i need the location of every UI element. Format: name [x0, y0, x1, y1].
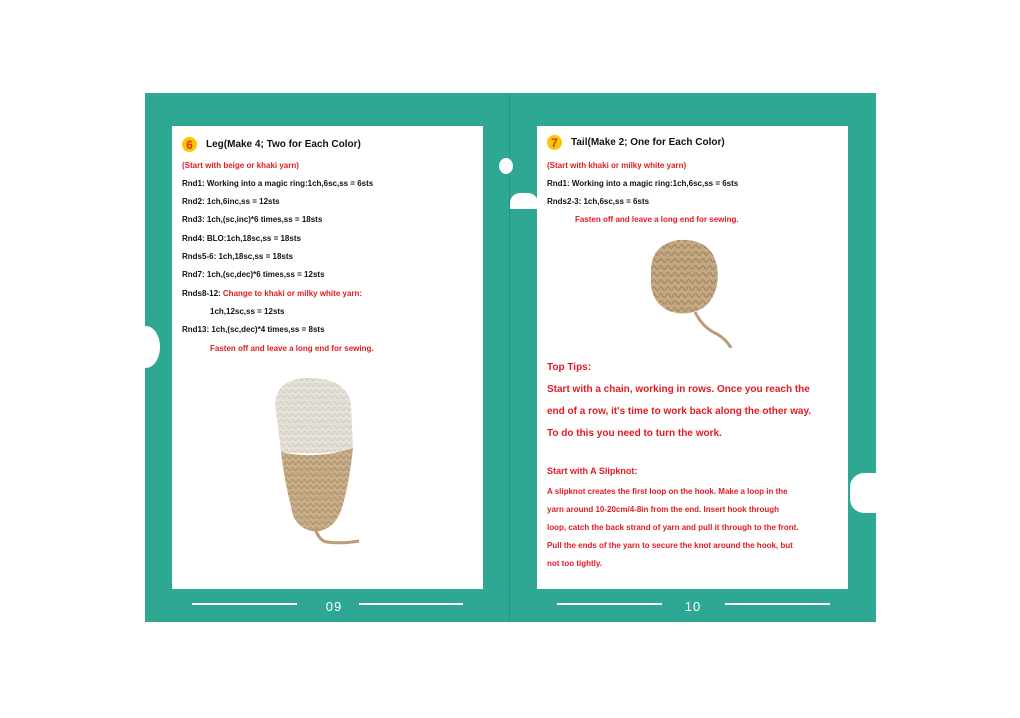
top-tips-line-3: To do this you need to turn the work.	[547, 428, 722, 439]
leg-round-2: Rnd2: 1ch,6inc,ss = 12sts	[182, 197, 280, 206]
slipknot-line-5: not too tightly.	[547, 559, 602, 568]
tail-finish-note: Fasten off and leave a long end for sewing.	[575, 215, 739, 224]
tail-section-header	[547, 135, 725, 150]
slipknot-line-1: A slipknot creates the first loop on the hook. Make a loop in the	[547, 487, 788, 496]
right-footer-rule-a	[557, 603, 662, 605]
tail-section-title: Tail(Make 2; One for Each Color)	[571, 137, 725, 148]
top-tips-title: Top Tips:	[547, 362, 592, 373]
crochet-tail-image	[645, 236, 740, 348]
slipknot-title: Start with A Slipknot:	[547, 466, 638, 476]
left-page-panel	[172, 126, 483, 589]
right-page-number: 10	[684, 599, 702, 614]
center-cloud	[510, 193, 538, 209]
slipknot-line-3: loop, catch the back strand of yarn and pull it through to the front.	[547, 523, 799, 532]
leg-section-header	[182, 137, 361, 152]
left-edge-notch	[132, 326, 160, 368]
tail-round-1: Rnd1: Working into a magic ring:1ch,6sc,ss = 6sts	[547, 179, 739, 188]
leg-round-1: Rnd1: Working into a magic ring:1ch,6sc,ss = 6sts	[182, 179, 374, 188]
leg-start-note: (Start with beige or khaki yarn)	[182, 161, 299, 170]
slipknot-line-4: Pull the ends of the yarn to secure the knot around the hook, but	[547, 541, 793, 550]
right-footer-rule-b	[725, 603, 830, 605]
leg-finish-note: Fasten off and leave a long end for sewing.	[210, 344, 374, 353]
leg-round-4: Rnd4: BLO:1ch,18sc,ss = 18sts	[182, 234, 301, 243]
center-notch	[499, 158, 513, 174]
section-number-badge: 7	[547, 135, 562, 150]
top-tips-line-1: Start with a chain, working in rows. Once you reach the	[547, 384, 810, 395]
crochet-leg-image	[267, 376, 367, 551]
tail-round-2-3: Rnds2-3: 1ch,6sc,ss = 6sts	[547, 197, 650, 206]
color-change-note: Change to khaki or milky white yarn:	[222, 289, 363, 298]
leg-round-8-12	[182, 289, 362, 298]
slipknot-line-2: yarn around 10-20cm/4-8in from the end. Insert hook through	[547, 505, 780, 514]
leg-round-3: Rnd3: 1ch,(sc,inc)*6 times,ss = 18sts	[182, 215, 323, 224]
right-page-panel	[537, 126, 848, 589]
top-tips-line-2: end of a row, it's time to work back along the other way.	[547, 406, 812, 417]
section-number-badge: 6	[182, 137, 197, 152]
left-page-number: 09	[325, 599, 343, 614]
tail-start-note: (Start with khaki or milky white yarn)	[547, 161, 687, 170]
right-cloud	[850, 473, 876, 513]
left-footer-rule-a	[192, 603, 297, 605]
leg-round-5-6: Rnds5-6: 1ch,18sc,ss = 18sts	[182, 252, 293, 261]
left-footer-rule-b	[359, 603, 463, 605]
leg-round-8-12-detail: 1ch,12sc,ss = 12sts	[210, 307, 285, 316]
leg-section-title: Leg(Make 4; Two for Each Color)	[206, 139, 361, 150]
book-spread	[145, 93, 876, 622]
leg-round-7: Rnd7: 1ch,(sc,dec)*6 times,ss = 12sts	[182, 270, 325, 279]
leg-round-13: Rnd13: 1ch,(sc,dec)*4 times,ss = 8sts	[182, 325, 325, 334]
round-8-12-prefix: Rnds8-12:	[182, 289, 223, 298]
